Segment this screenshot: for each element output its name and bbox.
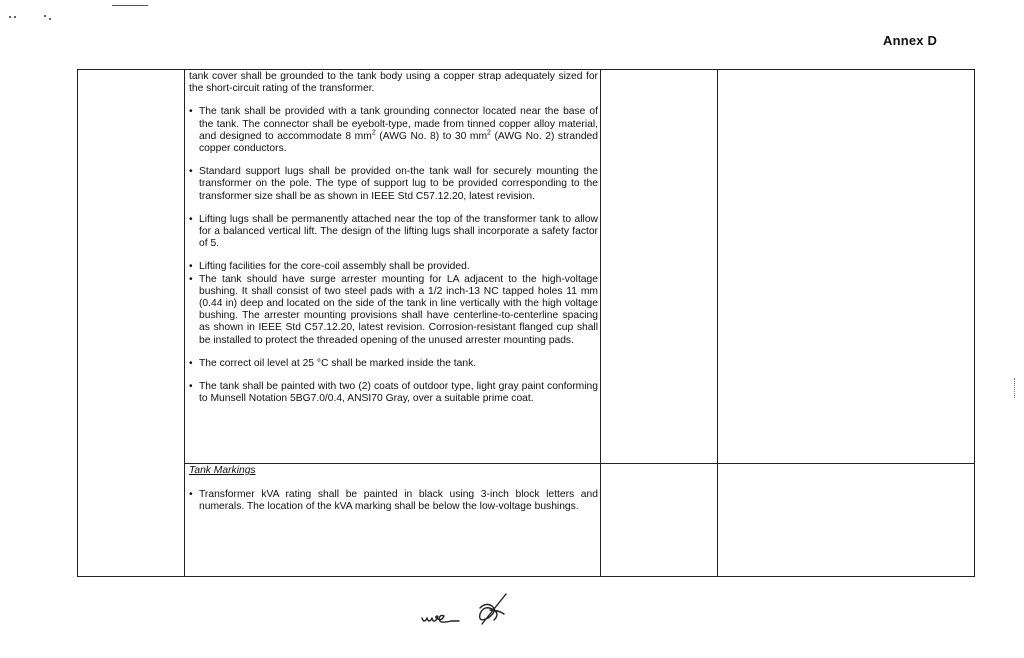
list-item-text: (AWG No. 2) stranded copper conductors.: [199, 130, 599, 155]
scan-edge-mark: [1014, 378, 1017, 398]
table-column-divider: [717, 69, 718, 577]
bullet-marker: •: [189, 166, 193, 178]
intro-paragraph: tank cover shall be grounded to the tank body using a copper strap adequately sized for the short-circuit rating of the transformer.: [189, 71, 598, 95]
bullet-marker: •: [189, 106, 193, 118]
list-item: [189, 489, 598, 513]
bullet-marker: •: [189, 261, 193, 273]
list-item-text: Transformer kVA rating shall be painted in black using 3-inch block letters and numerals. The location of the kVA marking shall be below the low-voltage bushings.: [199, 489, 598, 513]
tank-requirements-cell: [189, 71, 598, 405]
scan-speck: [9, 16, 11, 18]
list-item-text: Standard support lugs shall be provided on-the tank wall for securely mounting the transformer on the pole. The type of support lug to be provided corresponding to the transformer size shall be as shown in IEEE Std C57.12.20, latest revision.: [199, 166, 598, 202]
list-item: [189, 214, 598, 251]
table-row-divider: [184, 463, 975, 464]
bullet-marker: •: [189, 489, 193, 501]
scan-speck: [49, 18, 51, 20]
list-item: [189, 381, 598, 405]
annex-label: Annex D: [883, 33, 938, 48]
bullet-marker: •: [189, 273, 193, 285]
list-item: [189, 358, 598, 370]
list-item-text: The tank should have surge arrester mounting for LA adjacent to the high-voltage bushing. It shall consist of two steel pads with a 1/2 inch-13 NC tapped holes 11 mm (0.44 in) deep and located on the side of the tank in line vertically with the high voltage bushing. The arrester mounting provisions shall have centerline-to-centerline spacing as shown in IEEE Std C57.12.20, latest revision. Corrosion-resistant flanged cup shall be installed to protect the threaded opening of the unused arrester mounting pads.: [199, 273, 598, 346]
scan-speck: [14, 16, 16, 18]
superscript: 2: [371, 129, 376, 137]
section-heading: Tank Markings: [189, 465, 256, 476]
scan-speck: [44, 15, 46, 17]
scan-artifact-line: [112, 5, 148, 6]
list-item-text: Lifting facilities for the core-coil assembly shall be provided.: [199, 261, 470, 273]
list-item: [189, 106, 598, 155]
list-item-text: The tank shall be painted with two (2) coats of outdoor type, light gray paint conforming to Munsell Notation 5BG7.0/0.4, ANSI70 Gray, over a suitable prime coat.: [199, 381, 598, 405]
bullet-marker: •: [189, 381, 193, 393]
bullet-marker: •: [189, 357, 193, 369]
list-item-text: Lifting lugs shall be permanently attached near the top of the transformer tank to allow for a balanced vertical lift. The design of the lifting lugs shall incorporate a safety factor of 5.: [199, 213, 598, 250]
list-item: [189, 274, 598, 347]
list-item: [189, 261, 598, 273]
list-item-text: The correct oil level at 25 °C shall be marked inside the tank.: [199, 357, 477, 369]
superscript: 2: [487, 129, 491, 137]
list-item-text: (AWG No. 8) to 30 mm: [375, 130, 488, 142]
bullet-marker: •: [189, 213, 193, 225]
list-item: [189, 166, 598, 203]
tank-markings-cell: [189, 465, 598, 514]
handwritten-initials-signature: [420, 588, 540, 638]
table-column-divider: [600, 69, 601, 577]
list-item-text: The tank shall be provided with a tank grounding connector located near the base of the tank. The connector shall be eyebolt-type, made from tinned copper alloy material, and designed to accommodate 8 mm: [199, 106, 598, 142]
table-column-divider: [184, 69, 185, 577]
